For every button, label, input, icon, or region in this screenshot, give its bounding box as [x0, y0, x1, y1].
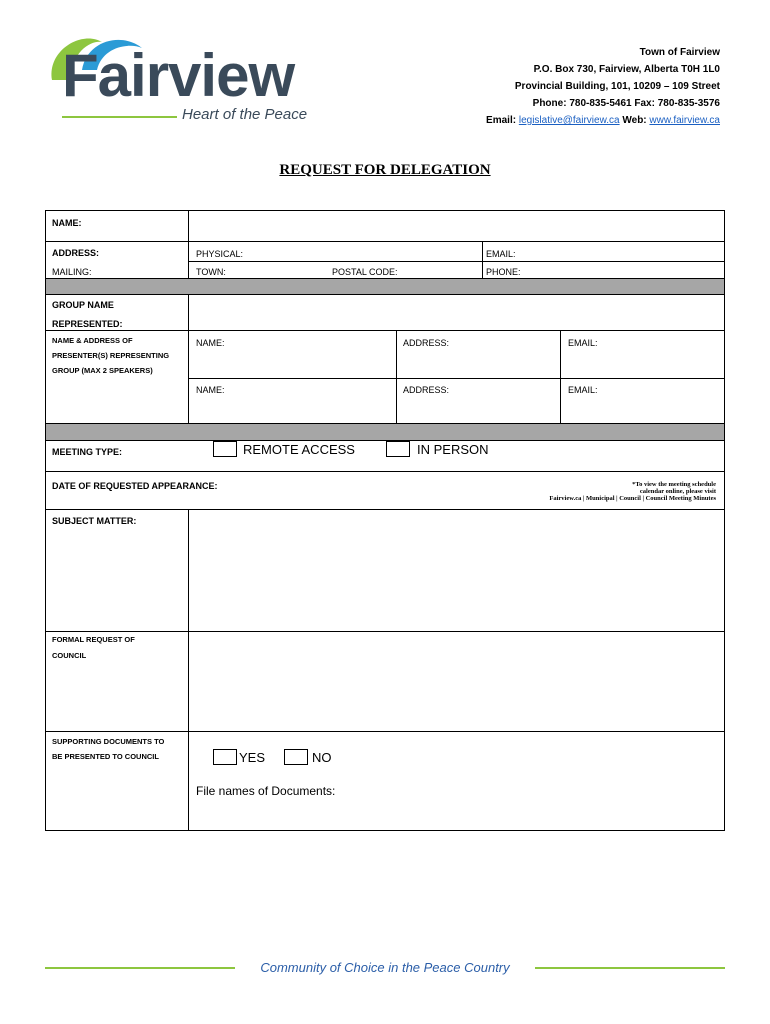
row-divider — [188, 378, 724, 379]
col-divider — [560, 330, 561, 423]
logo-line — [62, 116, 177, 118]
no-checkbox[interactable] — [284, 749, 308, 765]
subject-matter-label: SUBJECT MATTER: — [52, 516, 137, 526]
note-line: *To view the meeting schedule — [632, 481, 716, 488]
schedule-note — [536, 481, 716, 502]
footer-slogan: Community of Choice in the Peace Country — [260, 960, 510, 975]
address-label: ADDRESS: — [52, 248, 100, 258]
note-line: Fairview.ca | Municipal | Council | Council Meeting Minutes — [549, 495, 716, 502]
group-represented-label: REPRESENTED: — [52, 319, 123, 329]
footer-rule-left — [45, 967, 235, 969]
org-name: Town of Fairview — [639, 47, 720, 58]
subject-matter-field[interactable] — [189, 510, 724, 631]
web-label: Web: — [622, 115, 647, 126]
meeting-type-label: MEETING TYPE: — [52, 447, 123, 457]
row-divider — [188, 261, 724, 262]
in-person-label: IN PERSON — [417, 442, 489, 457]
col-divider — [188, 211, 189, 278]
note-line: calendar online, please visit — [639, 488, 716, 495]
mailing-label: MAILING: — [52, 267, 92, 277]
presenter2-email: EMAIL: — [568, 385, 598, 395]
presenters-label: PRESENTER(S) REPRESENTING — [52, 351, 170, 360]
presenters-label: GROUP (MAX 2 SPEAKERS) — [52, 366, 153, 375]
formal-request-label: COUNCIL — [52, 651, 87, 660]
col-divider — [188, 294, 189, 423]
row-divider — [46, 440, 724, 441]
no-label: NO — [312, 750, 332, 765]
formal-request-field[interactable] — [189, 632, 724, 731]
date-label: DATE OF REQUESTED APPEARANCE: — [52, 481, 218, 491]
group-name-label: GROUP NAME — [52, 300, 114, 310]
section-band — [46, 423, 724, 440]
yes-checkbox[interactable] — [213, 749, 237, 765]
physical-label: PHYSICAL: — [196, 249, 244, 259]
building-address: Provincial Building, 101, 10209 – 109 Street — [514, 81, 720, 92]
footer-rule-right — [535, 967, 725, 969]
presenter2-name: NAME: — [196, 385, 225, 395]
town-label: TOWN: — [196, 267, 226, 277]
row-divider — [46, 241, 724, 242]
fairview-logo — [40, 30, 340, 130]
logo-wordmark: Fairview — [62, 42, 295, 109]
yes-label: YES — [239, 750, 266, 765]
remote-access-checkbox[interactable] — [213, 441, 237, 457]
postal-code-label: POSTAL CODE: — [332, 267, 398, 277]
name-label: NAME: — [52, 218, 82, 228]
page-title: REQUEST FOR DELEGATION — [279, 162, 491, 178]
row-divider — [46, 471, 724, 472]
logo-tagline: Heart of the Peace — [182, 106, 308, 123]
remote-access-label: REMOTE ACCESS — [243, 442, 355, 457]
presenters-label: NAME & ADDRESS OF — [52, 336, 133, 345]
contact-block — [390, 44, 720, 129]
formal-request-label: FORMAL REQUEST OF — [52, 635, 135, 644]
row-divider — [46, 294, 724, 295]
presenter1-name: NAME: — [196, 338, 225, 348]
row-divider — [46, 731, 724, 732]
row-divider — [46, 330, 724, 331]
row-divider — [46, 423, 724, 424]
presenter1-email: EMAIL: — [568, 338, 598, 348]
presenter1-address: ADDRESS: — [403, 338, 450, 348]
supporting-docs-label: BE PRESENTED TO COUNCIL — [52, 752, 159, 761]
col-divider — [482, 241, 483, 278]
email-label: Email: — [486, 115, 517, 126]
web-link[interactable]: www.fairview.ca — [649, 115, 720, 126]
file-names-label: File names of Documents: — [196, 784, 336, 798]
presenter2-address: ADDRESS: — [403, 385, 450, 395]
section-band — [46, 278, 724, 294]
po-box: P.O. Box 730, Fairview, Alberta T0H 1L0 — [533, 64, 720, 75]
row-divider — [46, 278, 724, 279]
email-link[interactable]: legislative@fairview.ca — [518, 115, 620, 126]
email-label: EMAIL: — [486, 249, 516, 259]
col-divider — [396, 330, 397, 423]
phone-label: PHONE: — [486, 267, 521, 277]
in-person-checkbox[interactable] — [386, 441, 410, 457]
supporting-docs-label: SUPPORTING DOCUMENTS TO — [52, 737, 165, 746]
email-web-line — [390, 112, 720, 129]
delegation-form — [45, 210, 725, 831]
phone-fax: Phone: 780-835-5461 Fax: 780-835-3576 — [532, 98, 720, 109]
